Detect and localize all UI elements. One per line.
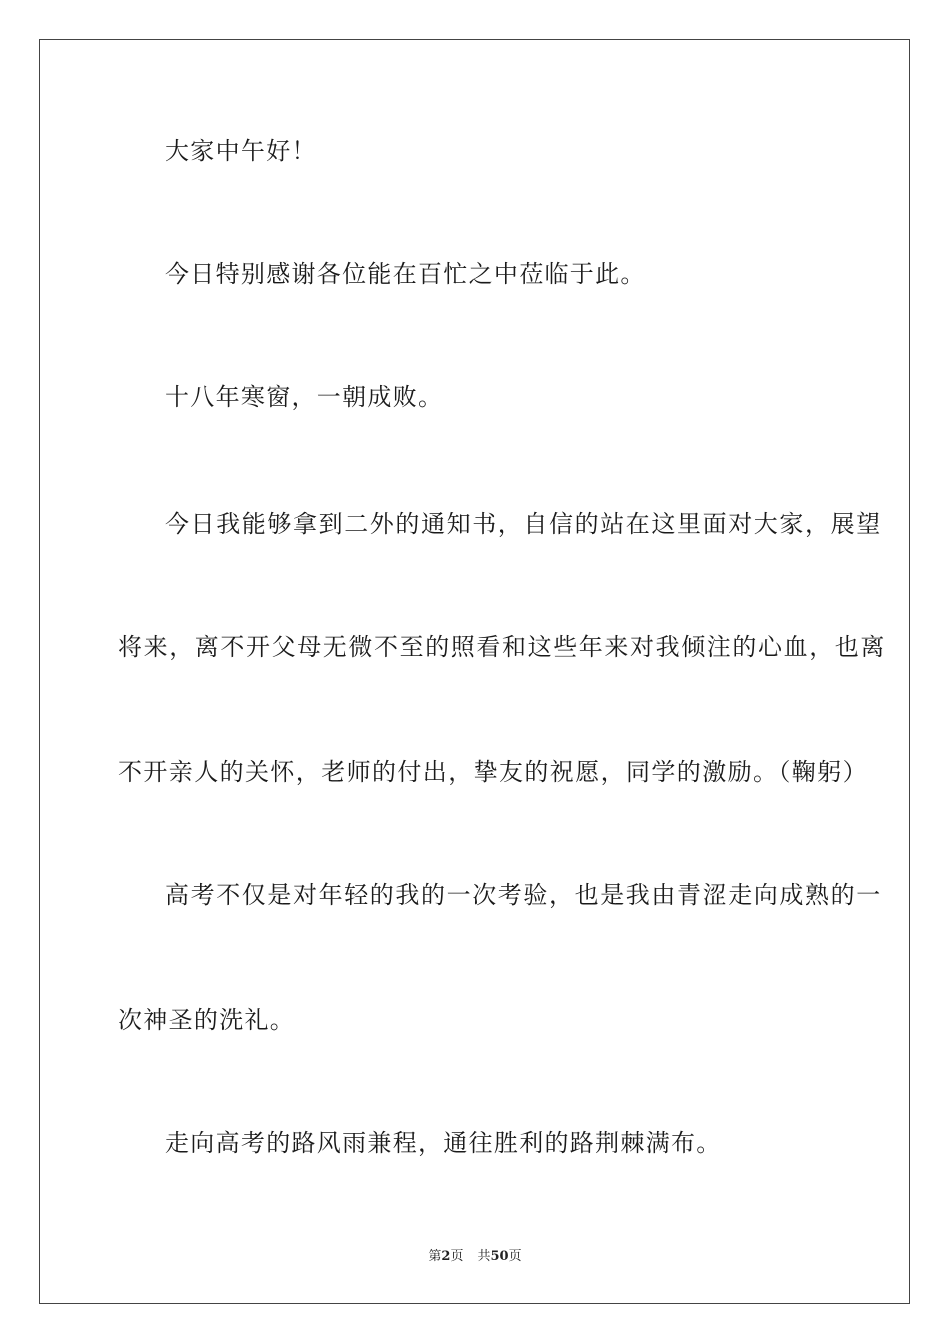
paragraph-line-5: 将来，离不开父母无微不至的照看和这些年来对我倾注的心血，也离 [118, 633, 886, 661]
paragraph-line-8: 次神圣的洗礼。 [118, 1006, 296, 1034]
total-suffix: 页 [508, 1249, 522, 1264]
page-current-number: 2 [441, 1249, 451, 1264]
page-suffix: 页 [450, 1249, 464, 1264]
paragraph-line-3: 十八年寒窗，一朝成败。 [165, 383, 444, 411]
paragraph-line-7: 高考不仅是对年轻的我的一次考验，也是我由青涩走向成熟的一 [165, 881, 882, 909]
page-frame [39, 39, 910, 1304]
paragraph-line-4: 今日我能够拿到二外的通知书，自信的站在这里面对大家，展望 [165, 510, 882, 538]
paragraph-line-1: 大家中午好！ [165, 137, 317, 165]
page-footer [0, 1245, 950, 1264]
page-prefix: 第 [428, 1249, 442, 1264]
total-prefix: 共 [477, 1249, 491, 1264]
paragraph-line-2: 今日特别感谢各位能在百忙之中莅临于此。 [165, 260, 646, 288]
paragraph-line-6: 不开亲人的关怀，老师的付出，挚友的祝愿，同学的激励。（鞠躬） [118, 758, 868, 786]
paragraph-line-9: 走向高考的路风雨兼程，通往胜利的路荆棘满布。 [165, 1129, 722, 1157]
page-total-number: 50 [490, 1249, 509, 1264]
